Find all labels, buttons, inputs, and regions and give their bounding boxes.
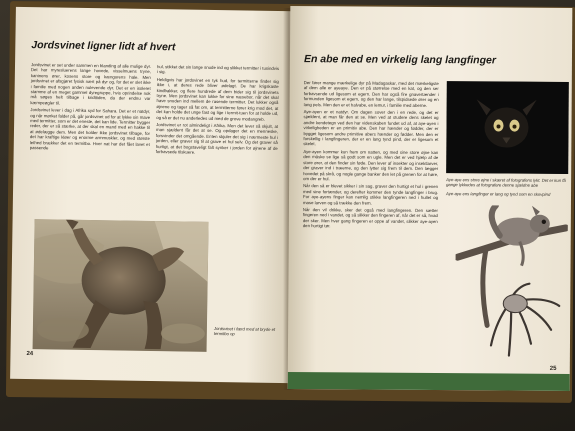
right-page-heading: En abe med en virkelig lang langfinger — [303, 53, 496, 67]
right-page-column-1 — [302, 80, 439, 366]
paragraph: Der fører mange mærkelige dyr på Madagaskar, med det mærkeligste af dem alle er ayeaye. Den er på størrelse med en kat, og den ser forbavsende ud ligesom et egern. Den har også fire gnavertænder i formunden ligesom et egern, og den har lange, tilspidsede ører og en lang pels. Men den er et halvabe, en lemur, i familie med aberne. — [303, 80, 439, 108]
left-page — [10, 7, 294, 383]
aye-aye-drawing-caption: Aye-aye ens langfinger er lang og tynd som en skovpind — [446, 191, 551, 197]
paragraph: Jordsvinet er set under sammen en blanding af alle mulige dyr. Det har myresluerens lange hovede, visselmuens tryne, kaninens ører, kosens store og kængurens hale. Men jordsvinet er afsgjøret fysisk nært på dyr og, for det er slet ikke i familie med nogen anden nulevende dyr. Det er en isoleret stamme af en meget gammel dyregruppe, hvis oprindelse nok må søges helt tilbage i kridttiden, da der endnu var kæmpeøgler til. — [30, 62, 152, 106]
paragraph: Når den vil drikke, sker det også med langfingeren. Den sætter fingeren ned i vandet, og så slikker den fingeren af, når det er så, hvad der sker. Men hver gang fingeren er oppe af vandet, slikker aye-ayen den hurtigt tør. — [302, 207, 438, 229]
right-page-number: 25 — [549, 365, 557, 372]
paragraph: Heldigvis har jordsvinet en tyk hud, for termitterne finder sig ikke i, at deres rede bliver ødelagt. De har krigskaste kindbakker, og flere hundrede af dem bider sig til jordsvinets tryne. Men jordsvinet kan lukke for sine næsebor, når det skal have snuden ind mellem de rasende termitter. Det lukker også øjnene og tager så fat om, at termitterne fører krig mod det, at det kan holde det unge fast og lige i termit-tuen for at holde ud, og så er det nu anderledes ud med de grove modangreb. — [156, 76, 279, 122]
left-page-column-2 — [155, 64, 279, 216]
paragraph: Jordsvinet er rot almindeligt i Afrika. Men det lever så skjult, at man sjældent får det at se. Og opdager det en menneske, forsvinder det omgående. Enten skjuler det sig i nærmeste hul i jorden, eller graver sig til at grave et hul selv. Og det graver så hurtigt, at det bogstaveligt falt synker i jorden for øjnene af de forbavsede tilskuere. — [155, 122, 279, 155]
left-page-number: 24 — [26, 351, 34, 358]
paragraph: Aye-ayen kommer kun frem om natten, og med sine store øjne kan den måske se lige så godt som en ugle. Men det er ved hjælp af de store ører, at den finder sin føde. Den lever af insekter og insektlarver, der graver ind i træerne, og den lytter sig frem til dem. Den lægger hovedet på skrå, og nogle gange banker den let på grenen for at høre, om der er hul. — [303, 148, 439, 182]
aardvark-photo — [33, 219, 209, 352]
paragraph: Aye-ayen er et natdyr. Om dagen sover den i en rede, og det er sjældent, at man får den at se. Men ved at studere dens skelet og andre kendetegn ved den har videnskaben fundet ud af, at aye-ayen i virkeligheden er en primitiv abe. Den har hænder og fødder, der er bygget ligesom andre primitive abers hænder og fødder. Men den er forskellig i langfingeren, der er en lang tynd pind, der er ligesom et skelet. — [303, 109, 439, 147]
left-page-column-1 — [29, 62, 151, 214]
left-page-heading: Jordsvinet ligner lidt af hvert — [31, 39, 176, 54]
right-page — [288, 6, 573, 391]
aye-aye-drawing — [455, 205, 568, 364]
aye-aye-photo-caption: Aye-aye ens store øjne i skæret af fotografens lykt. Det er kun få gange lykkedes at fotografere denne sjældne abe — [446, 177, 566, 188]
aye-aye-photo — [446, 81, 569, 174]
paragraph: hul, stikket det sin lange snude ind og slikket termitter i tusindvis i sig. — [156, 64, 280, 75]
paragraph: Jordsvinet lever i dag i Afrika syd for Sahara. Det er et natdyr, og når mørket falder på, går jordsvinet ud for at lykke sin mave med termitter, som er det eneste, det kan lide. Termitter bygger reder, der er så stærke, at der skal en mand med en hakke til at ødelægge dem. Men det holder ikke jordsvinet tilbage, for det har kraftige kløer og enorme armmuskler, og med største lethed brækker det en termitbo. Hver nat har det fået lavet et passende — [29, 107, 151, 151]
aardvark-photo-caption: Jordsvinet i færd med at bryde et termitbo op — [213, 325, 276, 337]
page-edge-band — [288, 372, 570, 391]
paragraph: Når den så er blevet sikker i sin sag, graver den hurtigt et hul i grenen med sine fortænder, og derefter kommer den tynde langfinger i brug. For aye-ayens finger kan nemlig stikke langfingeren ned i hullet og mase larven og så trække den frem. — [302, 183, 439, 206]
